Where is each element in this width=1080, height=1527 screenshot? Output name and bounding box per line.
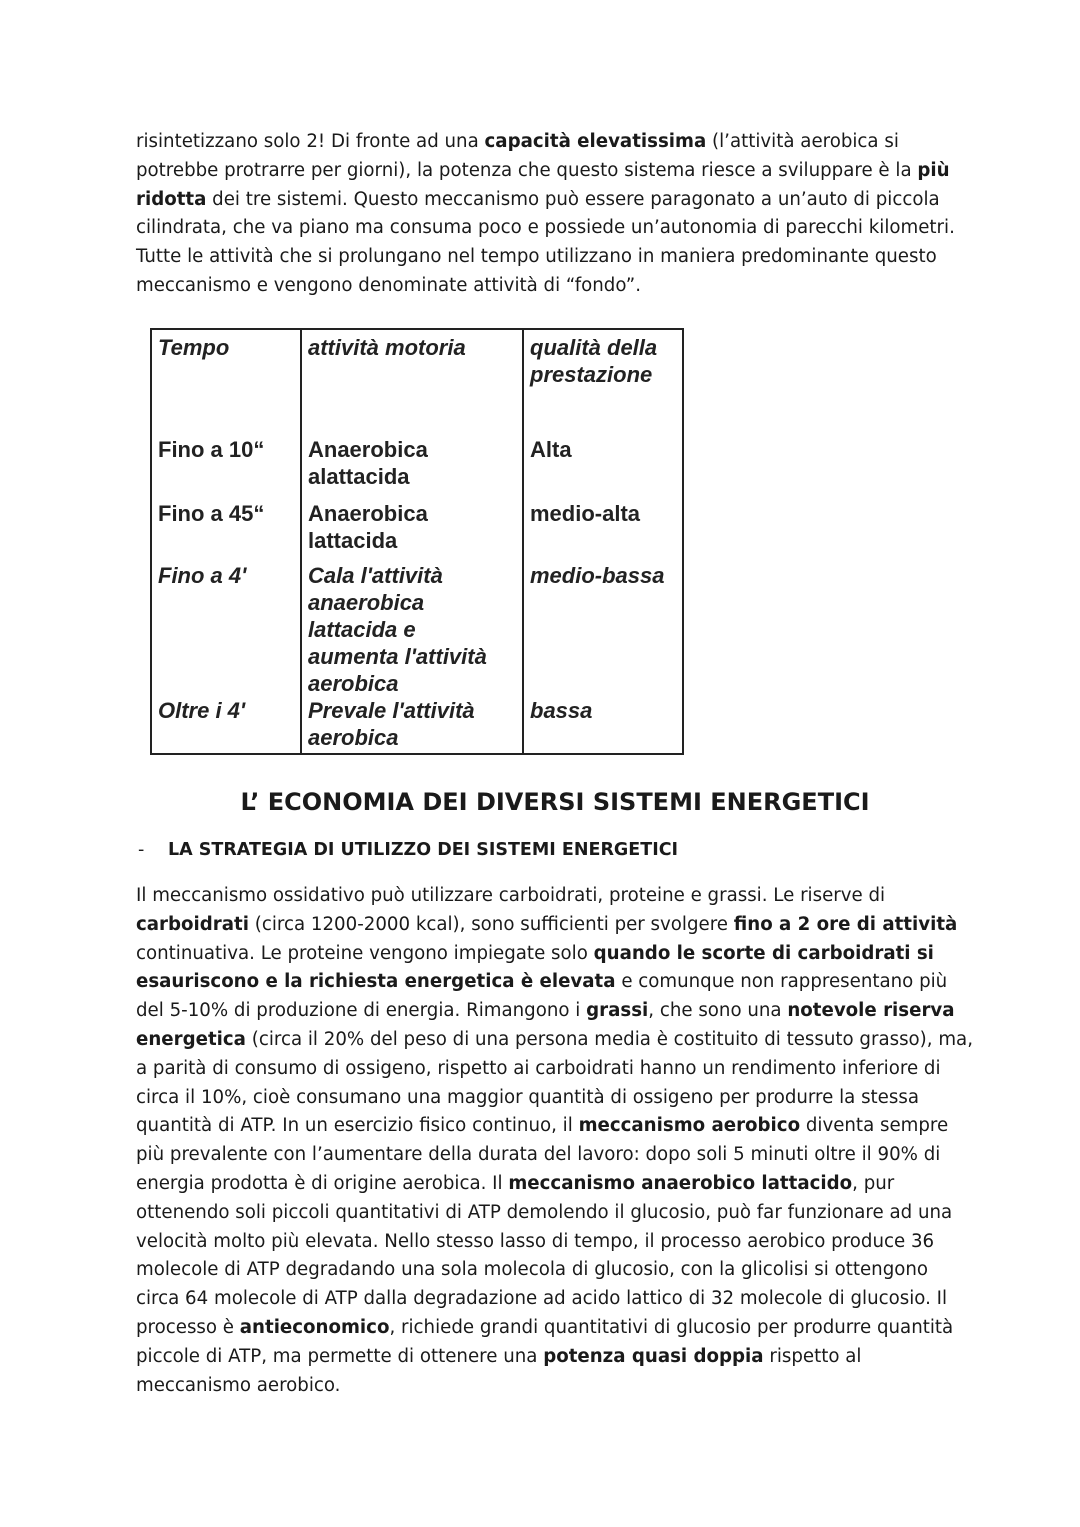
bold-text-segment: meccanismo anaerobico lattacido	[508, 1172, 853, 1194]
subsection-heading	[138, 840, 678, 860]
table-cell-time: Oltre i 4'	[158, 698, 246, 723]
list-dash: -	[138, 840, 145, 860]
bold-text-segment: grassi	[586, 1000, 649, 1022]
bold-text-segment: fino a 2 ore di attività	[733, 913, 958, 935]
bold-text-segment: antieconomico	[239, 1316, 390, 1338]
text-segment: diventa sempre più prevalente con l’aumentare della durata del lavoro: dopo soli 5 minuti oltre il 90% di energia prodotta è di origine aerobica. Il	[136, 1115, 949, 1194]
text-segment: e comunque non rappresentano più del 5-10% di produzione di energia. Rimangono i	[136, 971, 948, 1022]
table-row	[151, 500, 683, 562]
subsection-heading-text: LA STRATEGIA DI UTILIZZO DEI SISTEMI ENERGETICI	[168, 840, 679, 860]
bold-text-segment: quando le scorte di carboidrati si esauriscono e la richiesta energetica è elevata	[136, 942, 934, 993]
table-cell-quality: medio-alta	[523, 500, 683, 562]
table-header-row	[151, 329, 683, 432]
table-cell-quality: Alta	[523, 432, 683, 500]
paragraph-aerobic-system	[136, 128, 976, 301]
table-cell-activity: Anaerobica alattacida	[301, 432, 523, 500]
table-cell-activity: Prevale l'attività aerobica	[301, 697, 523, 754]
table-cell-time: Fino a 10“	[158, 437, 265, 462]
table-cell-time: Fino a 45“	[158, 501, 265, 526]
table-cell-quality: medio-bassa	[523, 562, 683, 697]
bold-text-segment: carboidrati	[136, 913, 249, 935]
text-segment: risintetizzano solo 2! Di fronte ad una	[136, 131, 485, 152]
text-segment: continuativa. Le proteine vengono impiegate solo	[136, 942, 594, 964]
bold-text-segment: più ridotta	[136, 159, 950, 210]
table-cell-activity: Anaerobica lattacida	[301, 500, 523, 562]
table-cell-quality: bassa	[523, 697, 683, 754]
header-cell-tempo: Tempo	[158, 335, 230, 360]
text-segment: , pur ottenendo soli piccoli quantitativi di ATP demolendo il glucosio, può far funzionare ad una velocità molto più elevata. Nello stesso lasso di tempo, il processo aerobico produce 36 molecole di ATP degradando una sola molecola di glucosio, con la glicolisi si ottengono circa 64 molecole di ATP dalla degradazione ad acido lattico di 32 molecole di glucosio. Il processo è	[136, 1172, 953, 1338]
paragraph-energy-strategy	[136, 882, 976, 1400]
table-cell-time: Fino a 4'	[158, 563, 247, 588]
table-row	[151, 562, 683, 697]
table-row	[151, 697, 683, 754]
text-segment: (circa il 20% del peso di una persona media è costituito di tessuto grasso), ma, a parità di consumo di ossigeno, rispetto ai carboidrati hanno un rendimento inferiore di circa il 10%, cioè consumano una maggior quantità di ossigeno per produrre la stessa quantità di ATP. In un esercizio fisico continuo, il	[136, 1028, 973, 1137]
bold-text-segment: notevole riserva energetica	[136, 1000, 955, 1050]
bold-text-segment: meccanismo aerobico	[578, 1115, 801, 1137]
bold-text-segment: capacità elevatissima	[484, 131, 707, 152]
table-cell-activity: Cala l'attività anaerobica lattacida e aumenta l'attività aerobica	[301, 562, 523, 697]
section-heading: L’ ECONOMIA DEI DIVERSI SISTEMI ENERGETICI	[240, 788, 870, 816]
text-segment: dei tre sistemi. Questo meccanismo può essere paragonato a un’auto di piccola cilindrata, che va piano ma consuma poco e possiede un’autonomia di parecchi kilometri. Tutte le attività che si prolungano nel tempo utilizzano in maniera predominante questo meccanismo e vengono denominate attività di “fondo”.	[136, 188, 955, 296]
text-segment: (l’attività aerobica si potrebbe protrarre per giorni), la potenza che questo sistema riesce a sviluppare è la	[136, 131, 918, 181]
table-row	[151, 432, 683, 500]
text-segment: , che sono una	[648, 1000, 788, 1022]
text-segment: Il meccanismo ossidativo può utilizzare carboidrati, proteine e grassi. Le riserve di	[136, 885, 886, 906]
bold-text-segment: potenza quasi doppia	[543, 1345, 764, 1367]
text-segment: (circa 1200-2000 kcal), sono sufficienti per svolgere	[248, 913, 734, 935]
header-cell-attivita-motoria: attività motoria	[301, 329, 523, 432]
text-segment: , richiede grandi quantitativi di glucosio per produrre quantità piccole di ATP, ma permette di ottenere una	[136, 1316, 954, 1367]
text-segment: rispetto al meccanismo aerobico.	[136, 1345, 862, 1396]
energy-systems-table	[150, 328, 684, 755]
header-cell-qualita-prestazione: qualità della prestazione	[523, 329, 683, 432]
